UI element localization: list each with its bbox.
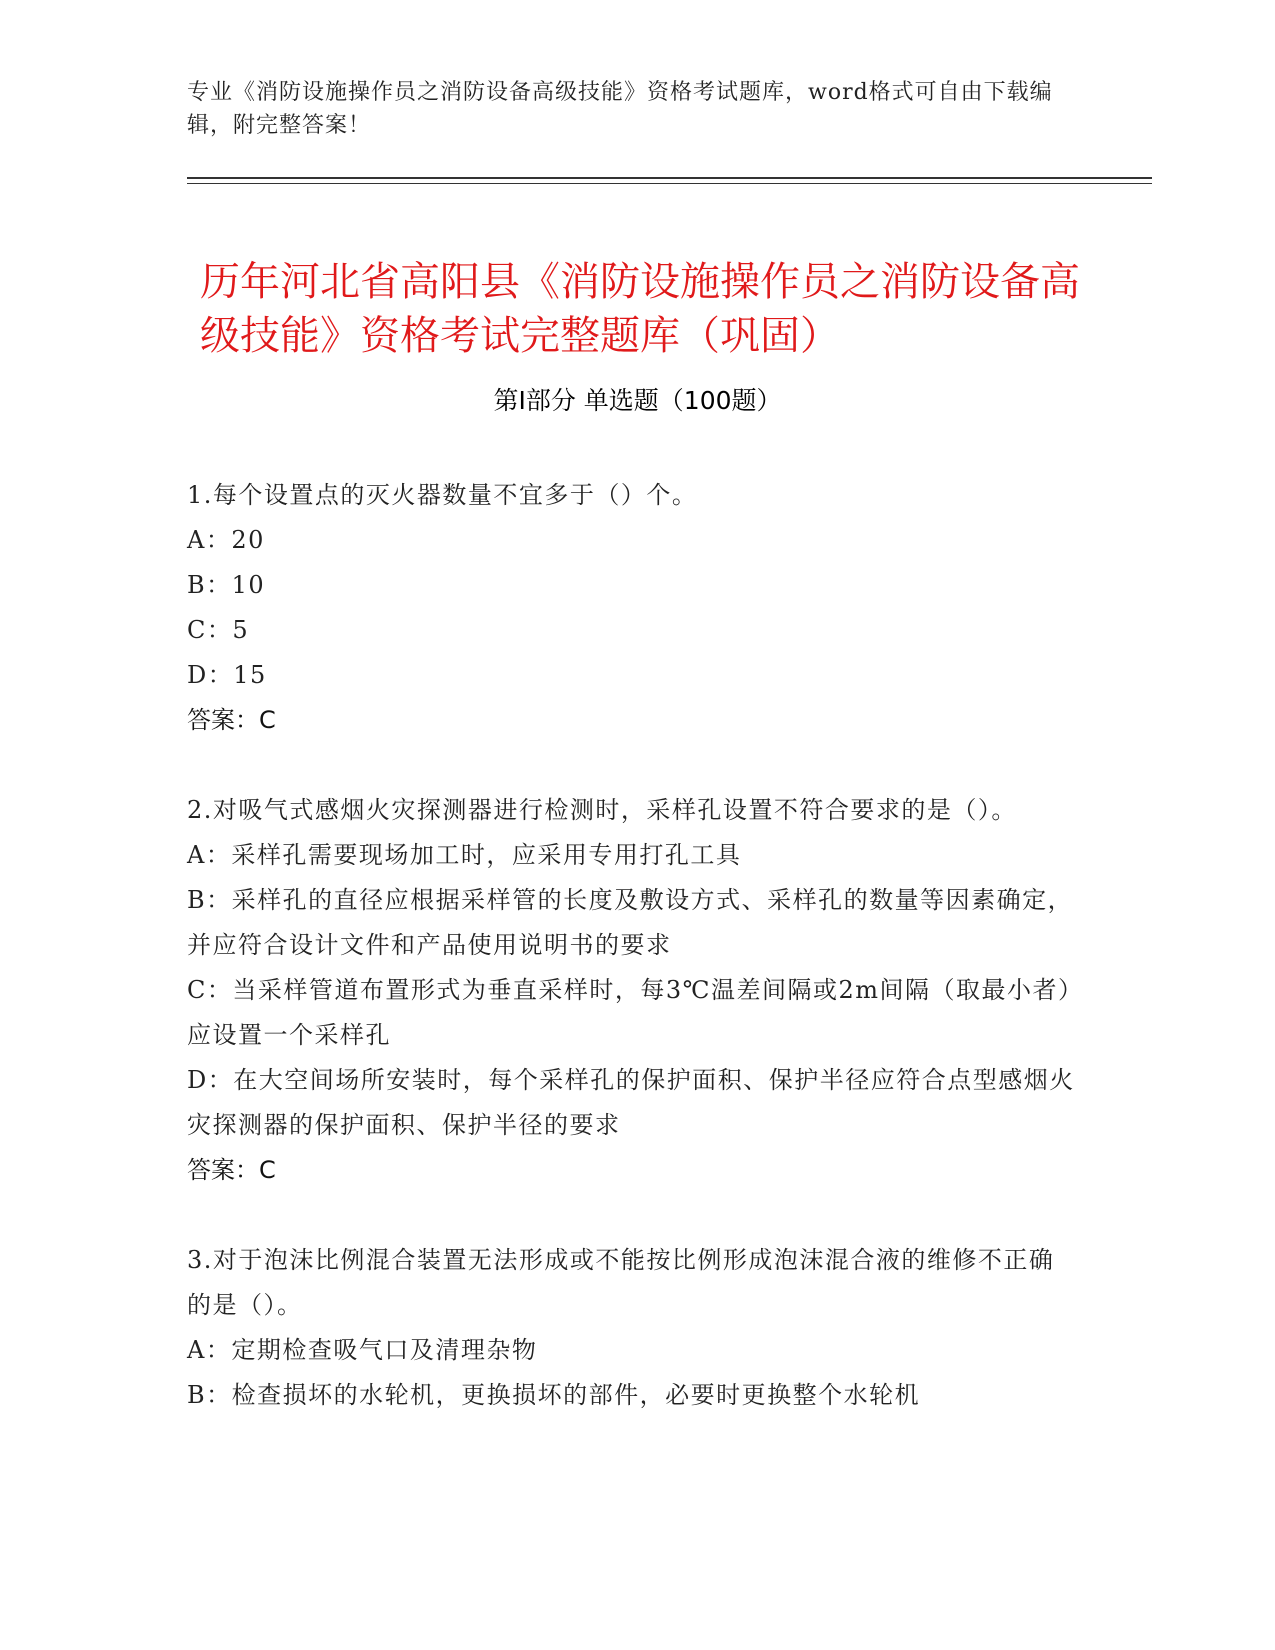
question-3 — [187, 1238, 1077, 1418]
question-text: 1.每个设置点的灭火器数量不宜多于（）个。 — [187, 481, 698, 509]
option-b: B：10 — [187, 571, 266, 599]
question-2 — [187, 788, 1077, 1193]
question-list — [187, 473, 1077, 1463]
question-1 — [187, 473, 1077, 743]
section-heading: 第Ⅰ部分 单选题（100题） — [493, 386, 782, 415]
option-c: C：当采样管道布置形式为垂直采样时，每3℃温差间隔或2m间隔（取最小者）应设置一个采样孔 — [187, 976, 1072, 1049]
option-b: B：检查损坏的水轮机，更换损坏的部件，必要时更换整个水轮机 — [187, 1381, 921, 1409]
option-d: D：在大空间场所安装时，每个采样孔的保护面积、保护半径应符合点型感烟火灾探测器的保护面积、保护半径的要求 — [187, 1066, 1075, 1139]
answer-label: 答案：C — [187, 1156, 276, 1184]
option-a: A：20 — [187, 526, 265, 554]
option-b: B：采样孔的直径应根据采样管的长度及敷设方式、采样孔的数量等因素确定，并应符合设计文件和产品使用说明书的要求 — [187, 886, 1074, 959]
question-text: 2.对吸气式感烟火灾探测器进行检测时，采样孔设置不符合要求的是（）。 — [187, 796, 1017, 824]
option-d: D：15 — [187, 661, 267, 689]
option-a: A：采样孔需要现场加工时，应采用专用打孔工具 — [187, 841, 742, 869]
option-c: C：5 — [187, 616, 250, 644]
header-divider-thick — [187, 177, 1152, 179]
document-title: 历年河北省高阳县《消防设施操作员之消防设备高级技能》资格考试完整题库（巩固） — [200, 258, 1080, 359]
header-divider-thin — [187, 183, 1152, 184]
option-a: A：定期检查吸气口及清理杂物 — [187, 1336, 538, 1364]
question-text: 3.对于泡沫比例混合装置无法形成或不能按比例形成泡沫混合液的维修不正确的是（）。 — [187, 1246, 1055, 1319]
answer-label: 答案：C — [187, 706, 276, 734]
header-note: 专业《消防设施操作员之消防设备高级技能》资格考试题库，word格式可自由下载编辑，附完整答案！ — [187, 80, 1053, 138]
